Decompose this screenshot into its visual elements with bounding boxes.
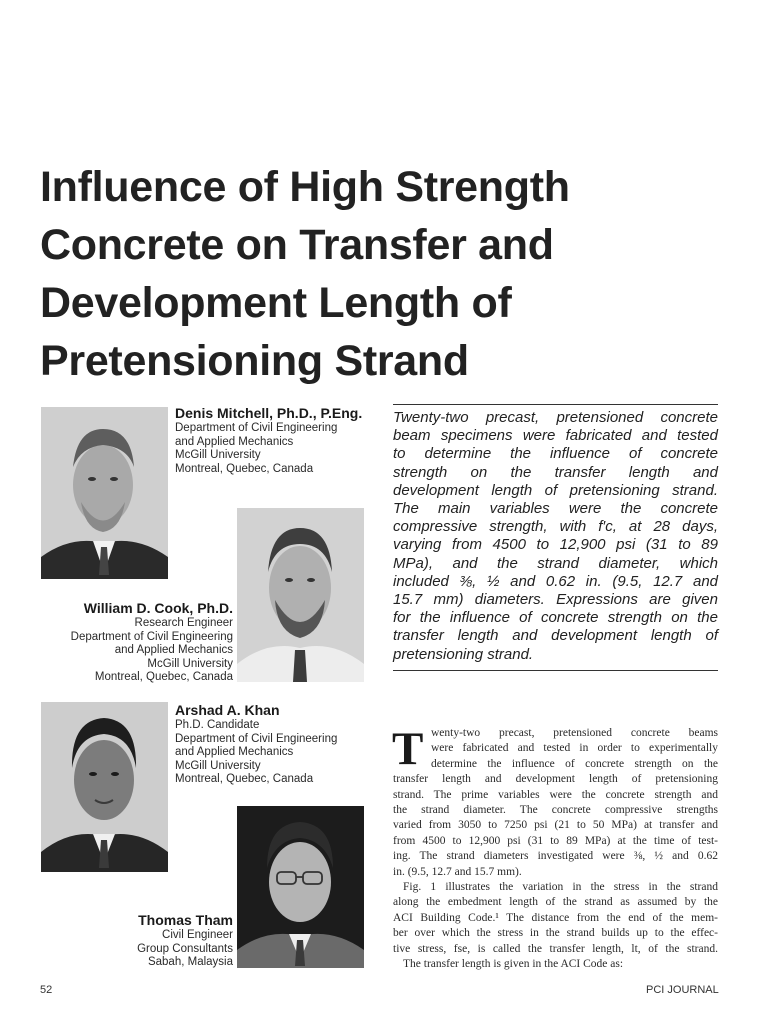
abstract-line: for the influence of concrete strength on the	[393, 609, 718, 627]
body-line: transfer length and development length of pretensioning	[393, 773, 718, 786]
author-photo-cook	[237, 508, 364, 682]
abstract-line: transfer length and development length of	[393, 627, 718, 645]
body-line: strand. The prime variables were the concrete strength and	[393, 788, 718, 801]
abstract-line: Twenty-two precast, pretensioned concrete	[393, 409, 718, 426]
author-photo-tham	[237, 806, 364, 968]
abstract	[393, 404, 718, 671]
author-block-tham	[40, 912, 233, 970]
author-name: Thomas Tham	[138, 912, 233, 928]
abstract-line: The main variables were the concrete	[393, 500, 718, 518]
abstract-line: varying from 4500 to 12,900 psi (31 to 89	[393, 536, 718, 554]
author-affiliation: Group Consultants	[137, 942, 233, 955]
body-line: along the embedment length of the strand as assumed by the	[393, 896, 718, 909]
author-affiliation: Montreal, Quebec, Canada	[175, 462, 314, 475]
author-affiliation: Department of Civil Engineering	[175, 422, 338, 434]
abstract-line: beam specimens were fabricated and tested	[393, 427, 718, 445]
abstract-line: strength on the transfer length and	[393, 463, 718, 481]
author-block-cook	[40, 600, 233, 685]
body-line: tive stress, fse, is called the transfer length, lt, of the strand.	[393, 942, 718, 955]
abstract-line: pretensioning strand.	[393, 645, 534, 663]
abstract-line: to determine the influence of concrete	[393, 445, 718, 463]
body-line: Fig. 1 illustrates the variation in the stress in the strand	[403, 881, 718, 894]
title-line: Development Length of	[40, 279, 512, 327]
title-line: Pretensioning Strand	[40, 337, 469, 385]
body-line: The transfer length is given in the ACI Code as:	[403, 958, 624, 971]
drop-cap: T	[392, 723, 424, 775]
abstract-line: included ⅜, ½ and 0.62 in. (9.5, 12.7 and	[393, 572, 718, 590]
author-affiliation: Ph.D. Candidate	[175, 719, 260, 731]
author-affiliation: McGill University	[175, 759, 261, 772]
author-name: Arshad A. Khan	[175, 702, 280, 718]
author-affiliation: and Applied Mechanics	[175, 435, 294, 448]
author-affiliation: McGill University	[147, 657, 233, 670]
body-line: the strand diameter. The concrete compressive strengths	[393, 804, 718, 817]
author-photo-khan	[41, 702, 168, 872]
body-line: wenty-two precast, pretensioned concrete beams	[431, 727, 718, 739]
body-text	[392, 723, 718, 973]
author-photo-mitchell	[41, 407, 168, 579]
author-affiliation: Sabah, Malaysia	[147, 956, 233, 968]
author-name: William D. Cook, Ph.D.	[83, 600, 233, 616]
body-line: from 4500 to 12,900 psi (31 to 89 MPa) at the time of test-	[393, 834, 718, 847]
body-line: in. (9.5, 12.7 and 15.7 mm).	[393, 865, 522, 878]
abstract-line: compressive strength, with f′c, at 28 days,	[393, 518, 718, 536]
author-affiliation: McGill University	[175, 449, 261, 461]
author-affiliation: Montreal, Quebec, Canada	[175, 773, 314, 785]
body-line: were fabricated and tested in order to experimentally	[431, 742, 718, 755]
author-affiliation: Department of Civil Engineering	[175, 732, 338, 745]
author-affiliation: Montreal, Quebec, Canada	[94, 671, 233, 683]
author-affiliation: and Applied Mechanics	[114, 644, 233, 656]
author-block-khan	[175, 702, 337, 787]
author-affiliation: and Applied Mechanics	[175, 746, 294, 758]
author-affiliation: Department of Civil Engineering	[70, 630, 233, 643]
body-line: ber over which the stress in the strand builds up to the effec-	[393, 927, 718, 940]
body-line: varied from 3050 to 7250 psi (21 to 50 MPa) at transfer and	[393, 819, 718, 832]
author-name: Denis Mitchell, Ph.D., P.Eng.	[175, 405, 363, 421]
page-number: 52	[40, 984, 53, 996]
author-affiliation: Research Engineer	[134, 617, 233, 629]
article-title	[40, 158, 730, 390]
title-line: Influence of High Strength	[40, 163, 570, 211]
body-line: determine the influence of concrete strength on the	[431, 757, 718, 770]
body-line: ing. The strand diameters investigated were ⅜, ½ and 0.62	[393, 850, 718, 863]
body-line: ACI Building Code.¹ The distance from the end of the mem-	[393, 911, 718, 924]
title-line: Concrete on Transfer and	[40, 221, 554, 269]
abstract-line: MPa), and the strand diameter, which	[393, 554, 718, 572]
author-block-mitchell	[175, 405, 362, 476]
author-affiliation: Civil Engineer	[162, 929, 233, 941]
journal-name: PCI JOURNAL	[646, 984, 719, 996]
abstract-line: development length of pretensioning strand.	[393, 481, 718, 499]
abstract-line: 15.7 mm) diameters. Expressions are given	[393, 591, 718, 609]
